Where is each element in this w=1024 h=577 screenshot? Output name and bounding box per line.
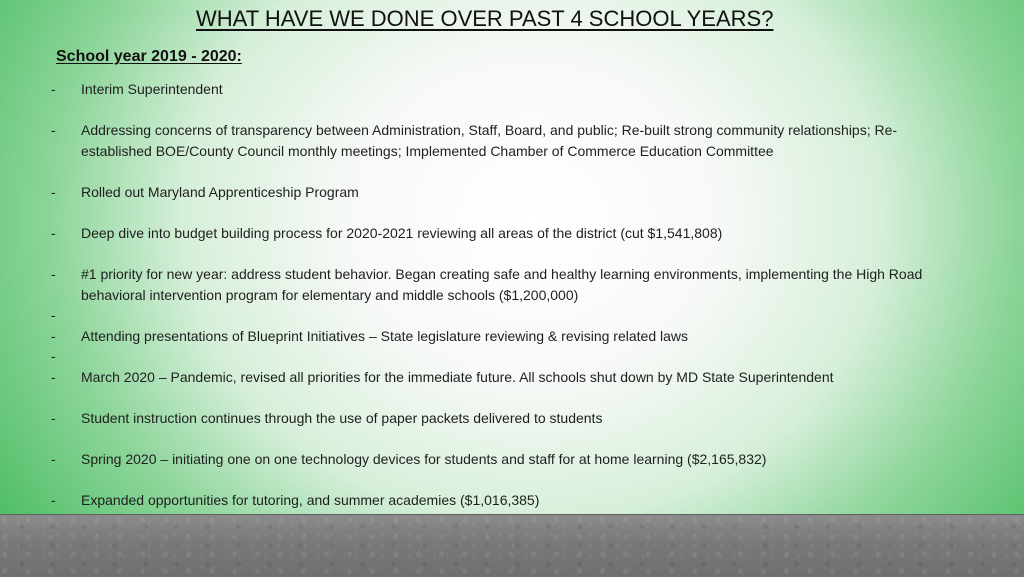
floor-texture [0,515,1024,577]
bullet-line: established BOE/County Council monthly meetings; Implemented Chamber of Commerce Education Committee [81,143,774,159]
bullet-line: Addressing concerns of transparency between Administration, Staff, Board, and public; Re-built strong community relationships; Re- [81,122,898,138]
bullet-text: Student instruction continues through the use of paper packets delivered to students [81,410,603,426]
bullet-text: Attending presentations of Blueprint Initiatives – State legislature reviewing & revising related laws [81,328,688,344]
bullet-dash: - [51,184,56,200]
bullet-text [81,120,981,162]
bullet-line: behavioral intervention program for elementary and middle schools ($1,200,000) [81,287,579,303]
slide-title: WHAT HAVE WE DONE OVER PAST 4 SCHOOL YEARS? [196,6,774,31]
bullet-dash: - [51,410,56,426]
bullet-line: #1 priority for new year: address student behavior. Began creating safe and healthy learning environments, implementing the High Road [81,266,923,282]
bullet-dash: - [51,492,56,508]
bullet-dash: - [51,122,56,138]
bullet-dash: - [51,225,56,241]
bullet-dash: - [51,266,56,282]
bullet-text: Rolled out Maryland Apprenticeship Program [81,184,359,200]
bullet-text: Deep dive into budget building process for 2020-2021 reviewing all areas of the district (cut $1,541,808) [81,225,723,241]
floor-band [0,514,1024,577]
bullet-dash: - [51,369,56,385]
bullet-dash: - [51,348,56,364]
bullet-dash: - [51,328,56,344]
bullet-dash: - [51,307,56,323]
bullet-text [81,264,981,306]
bullet-dash: - [51,81,56,97]
bullet-dash: - [51,451,56,467]
bullet-text: March 2020 – Pandemic, revised all priorities for the immediate future. All schools shut down by MD State Superintendent [81,369,834,385]
bullet-text: Spring 2020 – initiating one on one technology devices for students and staff for at home learning ($2,165,832) [81,451,767,467]
school-year-heading: School year 2019 - 2020: [56,48,242,65]
bullet-text: Interim Superintendent [81,81,223,97]
bullet-text: Expanded opportunities for tutoring, and summer academies ($1,016,385) [81,492,540,508]
